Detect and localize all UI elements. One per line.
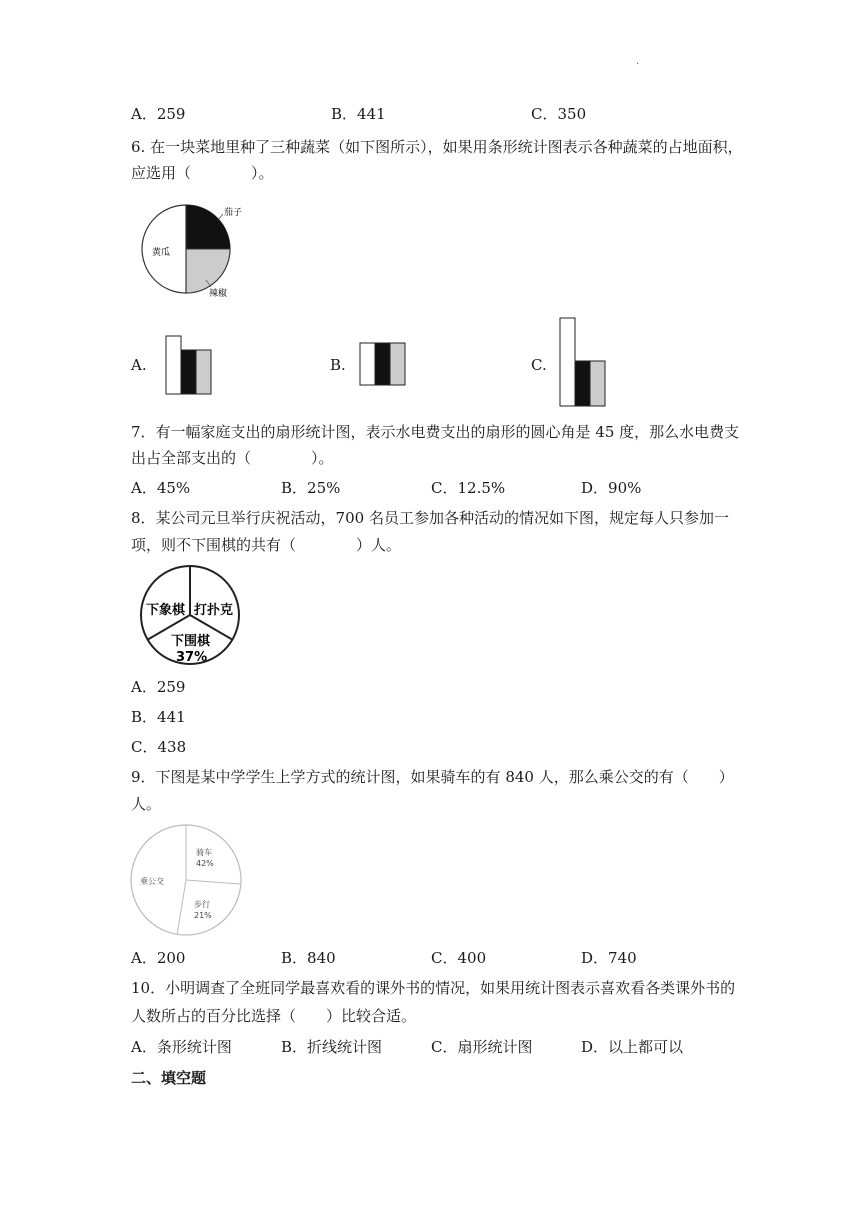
q6-question-line1: 6. 在一块菜地里种了三种蔬菜（如下图所示），如果用条形统计图表示各种蔬菜的占地面积， [131, 138, 743, 156]
bar [181, 350, 196, 394]
q6-label-cucumber: 黄瓜 [152, 248, 171, 258]
q8-option-a: A．259 [131, 678, 186, 696]
bar [196, 350, 211, 394]
bar [390, 343, 405, 385]
q8-option-b: B．441 [131, 708, 186, 726]
q7-option-b: B．25% [281, 479, 341, 497]
section2-title: 二、填空题 [131, 1069, 207, 1087]
q7-option-d: D．90% [581, 479, 642, 497]
q5-option-c: C．350 [531, 105, 587, 123]
q8-label-go: 下围棋 [171, 634, 211, 649]
q7-question-line2: 出占全部支出的（ ）。 [131, 449, 334, 467]
bar [575, 361, 590, 406]
q6-option-b-label: B. [330, 356, 346, 374]
q10-option-a: A．条形统计图 [131, 1038, 232, 1056]
q8-label-go-pct: 37% [176, 650, 208, 665]
q7-option-a: A．45% [131, 479, 191, 497]
q6-option-c-label: C. [531, 356, 547, 374]
q8-label-chinese-chess: 下象棋 [146, 603, 186, 618]
q7-option-c: C．12.5% [431, 479, 506, 497]
q9-option-b: B．840 [281, 949, 336, 967]
q6-option-c-bars [559, 316, 609, 408]
q6-option-b-bars [359, 341, 409, 387]
bar [360, 343, 375, 385]
bar [590, 361, 605, 406]
q9-label-walk-pct: 21% [194, 911, 212, 920]
bar [560, 318, 575, 406]
q10-option-b: B．折线统计图 [281, 1038, 383, 1056]
q10-question-line1: 10．小明调查了全班同学最喜欢看的课外书的情况，如果用统计图表示喜欢看各类课外书的 [131, 979, 736, 997]
q9-pie-chart [128, 822, 248, 940]
q9-label-bike-pct: 42% [196, 859, 214, 868]
q5-option-b: B．441 [331, 105, 386, 123]
q6-label-eggplant: 茄子 [224, 208, 243, 218]
q6-option-a-label: A. [131, 356, 147, 374]
q9-option-d: D．740 [581, 949, 637, 967]
q9-label-walk: 步行 [194, 900, 210, 909]
q9-option-a: A．200 [131, 949, 186, 967]
q9-option-c: C．400 [431, 949, 487, 967]
q10-question-line2: 人数所占的百分比选择（ ）比较合适。 [131, 1007, 417, 1025]
q6-slice-pepper [186, 249, 230, 293]
q9-label-bike: 骑车 [196, 848, 212, 857]
q6-label-pepper: 辣椒 [209, 289, 228, 299]
q5-option-a: A．259 [131, 105, 186, 123]
q10-option-d: D．以上都可以 [581, 1038, 684, 1056]
q8-option-c: C．438 [131, 738, 187, 756]
q6-question-line2: 应选用（ ）。 [131, 164, 274, 182]
q8-question-line2: 项，则不下围棋的共有（ ）人。 [131, 536, 402, 554]
q8-question-line1: 8．某公司元旦举行庆祝活动，700 名员工参加各种活动的情况如下图，规定每人只参加一 [131, 509, 729, 527]
header-mark: . [636, 56, 640, 67]
q9-question-line2: 人。 [131, 795, 162, 813]
q8-pie-chart [138, 562, 244, 670]
q10-option-c: C．扇形统计图 [431, 1038, 533, 1056]
q9-label-bus: 乘公交 [140, 877, 164, 886]
q6-pie-chart [140, 200, 260, 300]
bar [166, 336, 181, 394]
q6-option-a-bars [165, 334, 215, 396]
q8-label-poker: 打扑克 [194, 603, 234, 618]
bar [375, 343, 390, 385]
q7-question-line1: 7．有一幅家庭支出的扇形统计图，表示水电费支出的扇形的圆心角是 45 度，那么水电费支 [131, 423, 740, 441]
q9-question-line1: 9．下图是某中学学生上学方式的统计图，如果骑车的有 840 人，那么乘公交的有（ ） [131, 768, 734, 786]
